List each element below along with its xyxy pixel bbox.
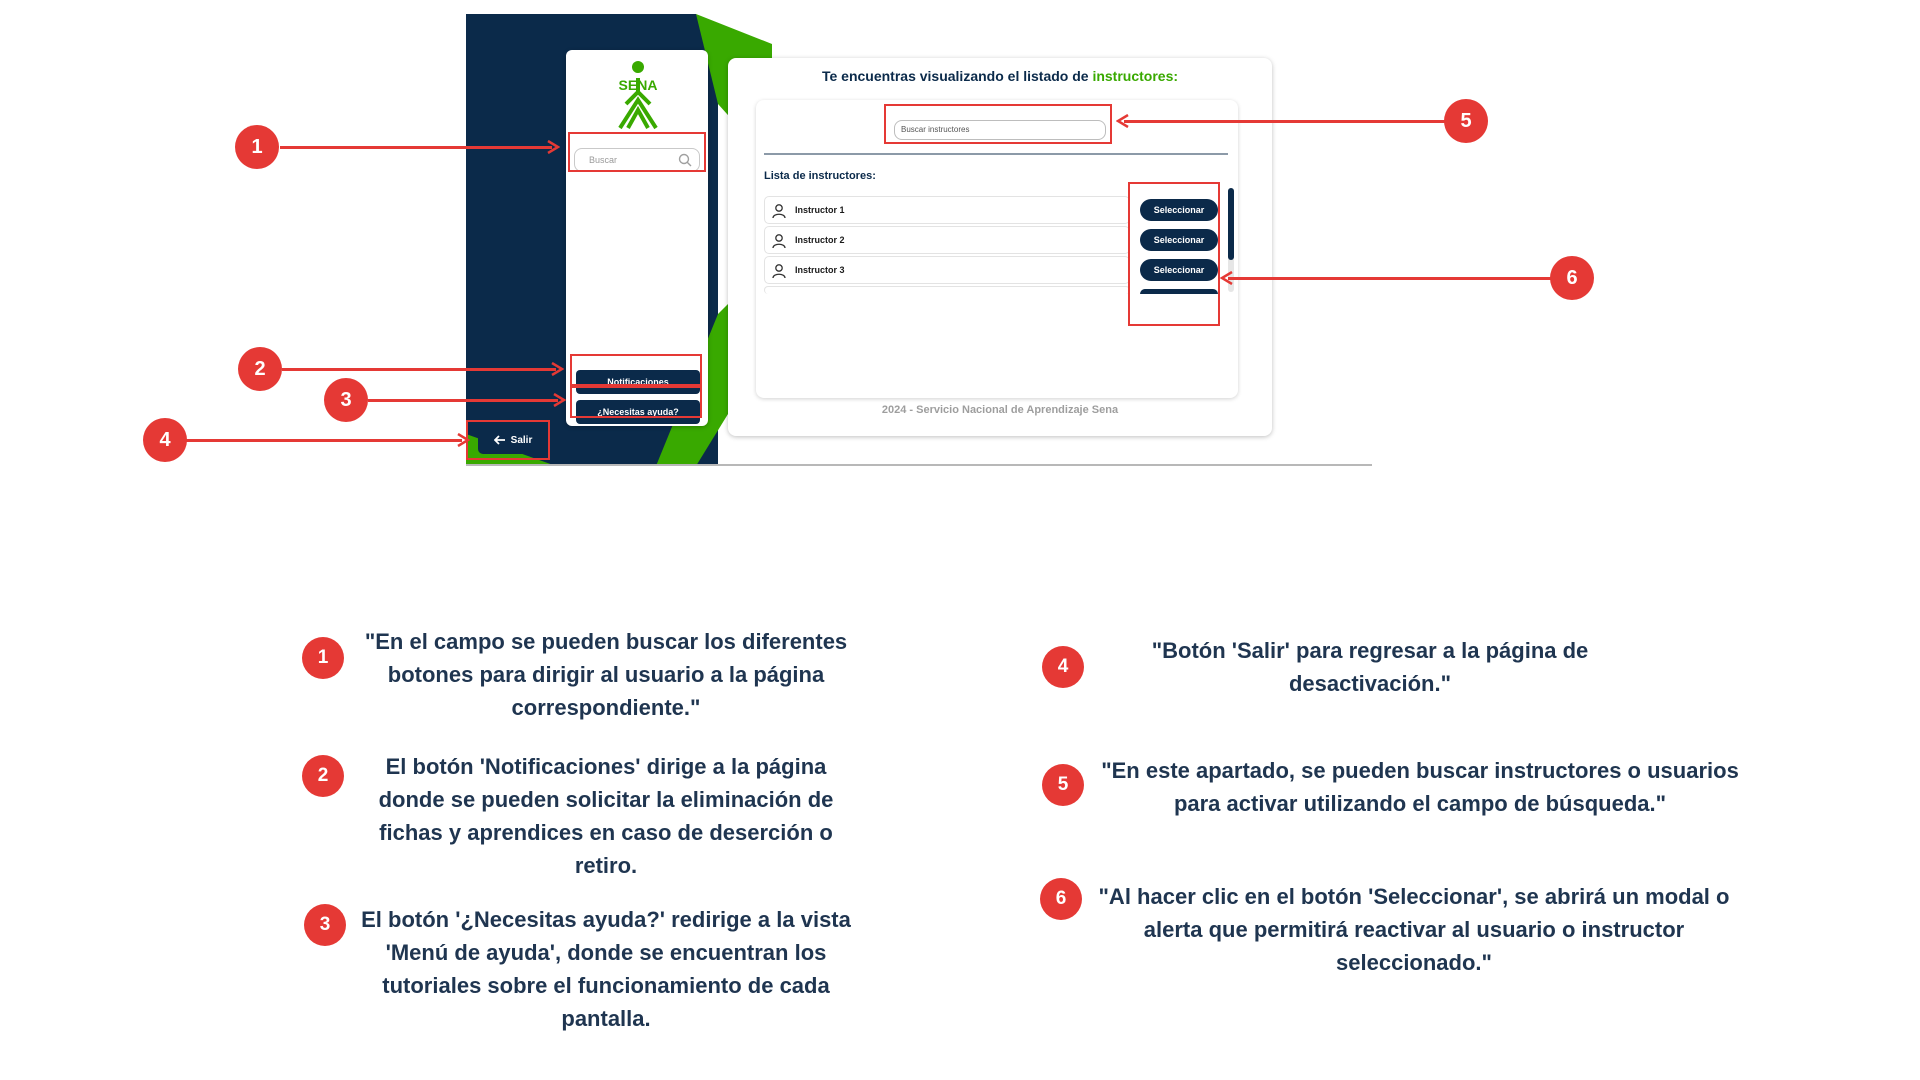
arrow-5: [1124, 120, 1460, 123]
legend-badge-5: 5: [1042, 764, 1084, 806]
callout-badge-3: 3: [324, 378, 368, 422]
sidebar-search-placeholder: Buscar: [589, 155, 618, 165]
highlight-box-4: [466, 420, 550, 460]
page-title: [728, 68, 1272, 84]
arrow-6: [1228, 277, 1554, 280]
description-5: "En este apartado, se pueden buscar instructores o usuarios para activar utilizando el campo de búsqueda.": [1101, 758, 1739, 816]
callout-badge-1: 1: [235, 125, 279, 169]
user-icon: [771, 203, 787, 219]
arrow-2: [282, 368, 556, 371]
page-title-highlight: instructores:: [1092, 68, 1179, 84]
callout-badge-6: 6: [1550, 256, 1594, 300]
seleccionar-button[interactable]: Seleccionar: [1140, 229, 1218, 251]
arrowhead-right-icon: [552, 393, 566, 407]
legend-badge-6: 6: [1040, 878, 1082, 920]
arrowhead-right-icon: [456, 433, 470, 447]
callout-badge-2: 2: [238, 347, 282, 391]
notificaciones-button[interactable]: Notificaciones: [576, 370, 700, 394]
arrowhead-left-icon: [1220, 271, 1234, 285]
divider: [764, 153, 1228, 155]
svg-text:SENA: SENA: [618, 77, 658, 93]
description-3: El botón '¿Necesitas ayuda?' redirige a la vista 'Menú de ayuda', donde se encuentran los tutoriales sobre el funcionamiento de cada pantalla.: [361, 907, 851, 1031]
description-2: El botón 'Notificaciones' dirige a la página donde se pueden solicitar la eliminación de fichas y aprendices en caso de deserción o retiro.: [378, 754, 834, 878]
arrowhead-right-icon: [546, 140, 560, 154]
scrollbar-thumb[interactable]: [1228, 188, 1234, 260]
page-title-prefix: Te encuentras visualizando el listado de: [821, 68, 1093, 84]
arrow-4: [186, 439, 462, 442]
description-4: "Botón 'Salir' para regresar a la página de desactivación.": [1151, 638, 1589, 696]
instructor-search-placeholder: Buscar instructores: [901, 125, 970, 134]
arrow-3: [368, 399, 558, 402]
list-title: Lista de instructores:: [764, 170, 876, 182]
instructor-row: [764, 256, 1130, 284]
description-1: "En el campo se pueden buscar los diferentes botones para dirigir al usuario a la página correspondiente.": [364, 629, 848, 720]
instructor-row-partial: [764, 286, 1130, 294]
highlight-box-1: [568, 132, 706, 172]
arrow-1: [280, 146, 552, 149]
instructor-name: Instructor 1: [795, 205, 845, 215]
sena-logo-icon: [606, 60, 670, 130]
ayuda-button[interactable]: ¿Necesitas ayuda?: [576, 400, 700, 424]
highlight-box-6: [1128, 182, 1220, 326]
instructor-row: [764, 226, 1130, 254]
legend-badge-4: 4: [1042, 646, 1084, 688]
user-icon: [771, 233, 787, 249]
instructor-name: Instructor 2: [795, 235, 845, 245]
arrowhead-left-icon: [1116, 114, 1130, 128]
footer-text: 2024 - Servicio Nacional de Aprendizaje Sena: [881, 404, 1119, 416]
callout-badge-4: 4: [143, 418, 187, 462]
legend-badge-1: 1: [302, 637, 344, 679]
instructor-row: [764, 196, 1130, 224]
instructor-name: Instructor 3: [795, 265, 845, 275]
highlight-box-3: [570, 386, 702, 418]
legend-badge-2: 2: [302, 755, 344, 797]
callout-badge-5: 5: [1444, 99, 1488, 143]
seleccionar-button[interactable]: Seleccionar: [1140, 199, 1218, 221]
highlight-box-5: [884, 104, 1112, 144]
arrowhead-right-icon: [550, 362, 564, 376]
seleccionar-button[interactable]: Seleccionar: [1140, 259, 1218, 281]
salir-label: Salir: [510, 434, 533, 446]
user-icon: [771, 263, 787, 279]
description-6: "Al hacer clic en el botón 'Seleccionar', se abrirá un modal o alerta que permitirá reactivar al usuario o instructor seleccionado.": [1098, 884, 1730, 975]
legend-badge-3: 3: [304, 904, 346, 946]
highlight-box-2: [570, 354, 702, 386]
